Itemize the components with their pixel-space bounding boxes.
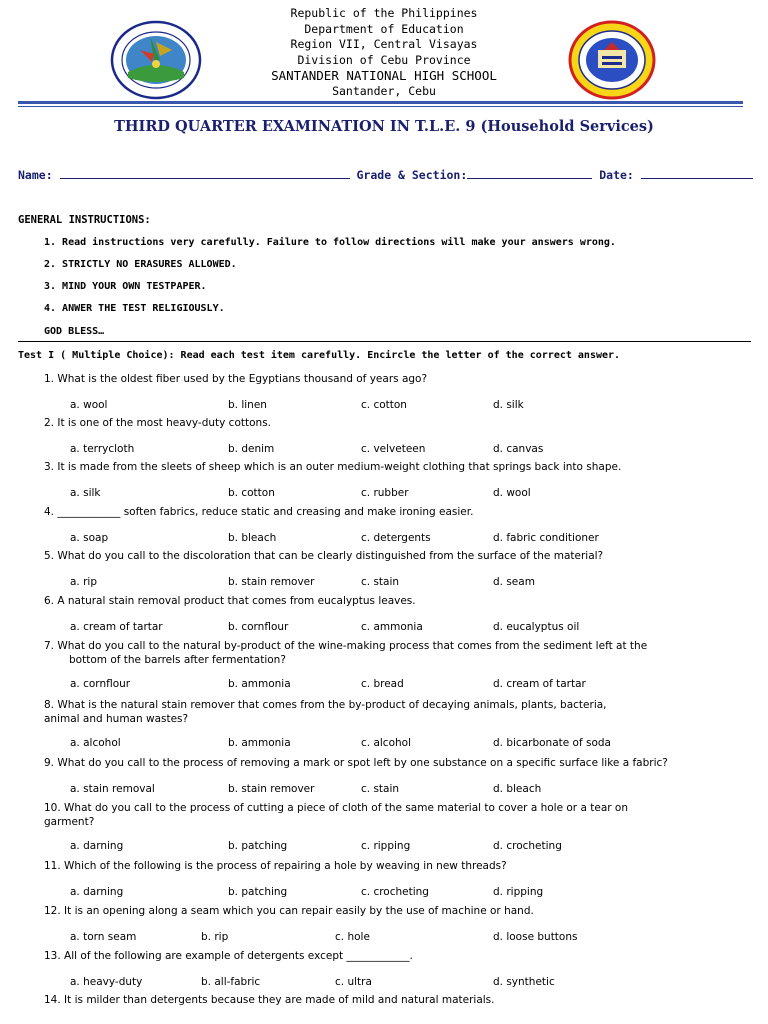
answer-option[interactable]: d. silk <box>493 399 524 411</box>
name-field[interactable] <box>60 167 350 179</box>
question-text <box>44 506 754 520</box>
question-line: 6. A natural stain removal product that comes from eucalyptus leaves. <box>44 595 416 607</box>
answer-option[interactable]: a. terrycloth <box>70 443 135 455</box>
question-line: 4. ____________ soften fabrics, reduce static and creasing and make ironing easier. <box>44 506 474 518</box>
question-text <box>44 550 754 564</box>
question-text <box>44 757 754 771</box>
answer-option[interactable]: b. cornflour <box>228 621 289 633</box>
question-text <box>44 699 754 726</box>
answer-option[interactable]: d. loose buttons <box>493 931 578 943</box>
answer-option[interactable]: d. canvas <box>493 443 544 455</box>
answer-option[interactable]: c. stain <box>361 783 400 795</box>
answer-option[interactable]: b. ammonia <box>228 678 291 690</box>
answer-option[interactable]: d. fabric conditioner <box>493 532 599 544</box>
answer-option[interactable]: b. denim <box>228 443 275 455</box>
answer-option[interactable]: b. cotton <box>228 487 275 499</box>
question-line: animal and human wastes? <box>44 712 189 725</box>
answer-option[interactable]: b. patching <box>228 886 288 898</box>
answer-option[interactable]: d. ripping <box>493 886 544 898</box>
answer-option[interactable]: c. alcohol <box>361 737 411 749</box>
question-text <box>44 461 754 475</box>
test-heading: Test I ( Multiple Choice): Read each test item carefully. Encircle the letter of the correct answer. <box>18 350 621 361</box>
header-divider-thick <box>18 101 743 104</box>
answer-option[interactable]: c. bread <box>361 678 404 690</box>
answer-option[interactable]: a. stain removal <box>70 783 155 795</box>
instruction-item: 3. MIND YOUR OWN TESTPAPER. <box>44 281 207 292</box>
answer-option[interactable]: a. torn seam <box>70 931 137 943</box>
question-line: 3. It is made from the sleets of sheep which is an outer medium-weight clothing that springs back into shape. <box>44 461 622 473</box>
answer-option[interactable]: b. rip <box>201 931 229 943</box>
question-text <box>44 373 754 387</box>
instructions-divider <box>18 341 751 342</box>
question-text <box>44 860 754 874</box>
question-text <box>44 417 754 431</box>
letterhead <box>0 6 768 99</box>
answer-option[interactable]: a. alcohol <box>70 737 121 749</box>
answer-option[interactable]: c. ammonia <box>361 621 423 633</box>
question-text <box>44 802 754 829</box>
answer-option[interactable]: d. crocheting <box>493 840 562 852</box>
answer-option[interactable]: b. all-fabric <box>201 976 261 988</box>
answer-option[interactable]: b. stain remover <box>228 783 315 795</box>
answer-option[interactable]: a. soap <box>70 532 109 544</box>
name-label: Name: <box>18 168 53 182</box>
question-line: garment? <box>44 815 95 828</box>
letterhead-division: Division of Cebu Province <box>297 52 471 67</box>
exam-title: THIRD QUARTER EXAMINATION IN T.L.E. 9 (Household Services) <box>114 118 654 135</box>
question-line: 12. It is an opening along a seam which you can repair easily by the use of machine or hand. <box>44 905 534 917</box>
answer-option[interactable]: c. rubber <box>361 487 409 499</box>
answer-option[interactable]: a. cream of tartar <box>70 621 163 633</box>
instruction-item: 1. Read instructions very carefully. Failure to follow directions will make your answers wrong. <box>44 237 616 248</box>
letterhead-republic: Republic of the Philippines <box>290 6 478 20</box>
answer-option[interactable]: b. ammonia <box>228 737 291 749</box>
question-line: bottom of the barrels after fermentation? <box>69 653 286 666</box>
answer-option[interactable]: b. patching <box>228 840 288 852</box>
question-line: 8. What is the natural stain remover that comes from the by-product of decaying animals, plants, bacteria, <box>44 699 607 711</box>
answer-option[interactable]: a. rip <box>70 576 98 588</box>
question-line: 14. It is milder than detergents because they are made of mild and natural materials. <box>44 994 495 1006</box>
answer-option[interactable]: d. bleach <box>493 783 542 795</box>
question-line: 13. All of the following are example of detergents except ____________. <box>44 950 413 962</box>
question-text <box>44 994 754 1008</box>
question-line: 5. What do you call to the discoloration that can be clearly distinguished from the surface of the material? <box>44 550 604 562</box>
answer-option[interactable]: d. cream of tartar <box>493 678 586 690</box>
question-text <box>44 950 754 964</box>
answer-option[interactable]: a. darning <box>70 840 124 852</box>
question-line: 9. What do you call to the process of removing a mark or spot left by one substance on a specific surface like a fabric? <box>44 757 668 769</box>
letterhead-department: Department of Education <box>304 21 464 36</box>
answer-option[interactable]: a. heavy-duty <box>70 976 143 988</box>
letterhead-region: Region VII, Central Visayas <box>290 37 478 51</box>
instruction-closing: GOD BLESS… <box>44 326 105 337</box>
answer-option[interactable]: b. stain remover <box>228 576 315 588</box>
answer-option[interactable]: c. hole <box>335 931 370 943</box>
question-text <box>44 595 754 609</box>
grade-section-label: Grade & Section: <box>356 168 468 182</box>
answer-option[interactable]: c. ultra <box>335 976 372 988</box>
question-line: 7. What do you call to the natural by-product of the wine-making process that comes from the sediment left at the <box>44 640 648 652</box>
question-line: 1. What is the oldest fiber used by the Egyptians thousand of years ago? <box>44 373 428 385</box>
answer-option[interactable]: a. wool <box>70 399 108 411</box>
date-label: Date: <box>599 168 634 182</box>
letterhead-location: Santander, Cebu <box>332 83 436 98</box>
answer-option[interactable]: a. darning <box>70 886 124 898</box>
answer-option[interactable]: c. stain <box>361 576 400 588</box>
answer-option[interactable]: d. eucalyptus oil <box>493 621 580 633</box>
header-divider-thin <box>18 106 743 107</box>
answer-option[interactable]: d. seam <box>493 576 535 588</box>
question-text <box>44 640 754 667</box>
question-text <box>44 905 754 919</box>
answer-option[interactable]: b. bleach <box>228 532 277 544</box>
instruction-item: 4. ANWER THE TEST RELIGIOUSLY. <box>44 303 225 314</box>
answer-option[interactable]: b. linen <box>228 399 267 411</box>
answer-option[interactable]: c. detergents <box>361 532 431 544</box>
answer-option[interactable]: c. ripping <box>361 840 411 852</box>
answer-option[interactable]: a. cornflour <box>70 678 131 690</box>
answer-option[interactable]: a. silk <box>70 487 101 499</box>
student-info-line <box>18 167 753 182</box>
date-field[interactable] <box>641 167 753 179</box>
instruction-item: 2. STRICTLY NO ERASURES ALLOWED. <box>44 259 237 270</box>
question-line: 2. It is one of the most heavy-duty cottons. <box>44 417 272 429</box>
instructions-heading: GENERAL INSTRUCTIONS: <box>18 214 151 226</box>
answer-option[interactable]: c. velveteen <box>361 443 426 455</box>
grade-section-field[interactable] <box>467 167 592 179</box>
answer-option[interactable]: d. wool <box>493 487 531 499</box>
answer-option[interactable]: d. bicarbonate of soda <box>493 737 611 749</box>
question-line: 10. What do you call to the process of cutting a piece of cloth of the same material to cover a hole or a tear on <box>44 802 628 814</box>
answer-option[interactable]: c. cotton <box>361 399 407 411</box>
answer-option[interactable]: d. synthetic <box>493 976 555 988</box>
letterhead-school: SANTANDER NATIONAL HIGH SCHOOL <box>271 68 497 83</box>
question-line: 11. Which of the following is the process of repairing a hole by weaving in new threads? <box>44 860 507 872</box>
answer-option[interactable]: c. crocheting <box>361 886 429 898</box>
